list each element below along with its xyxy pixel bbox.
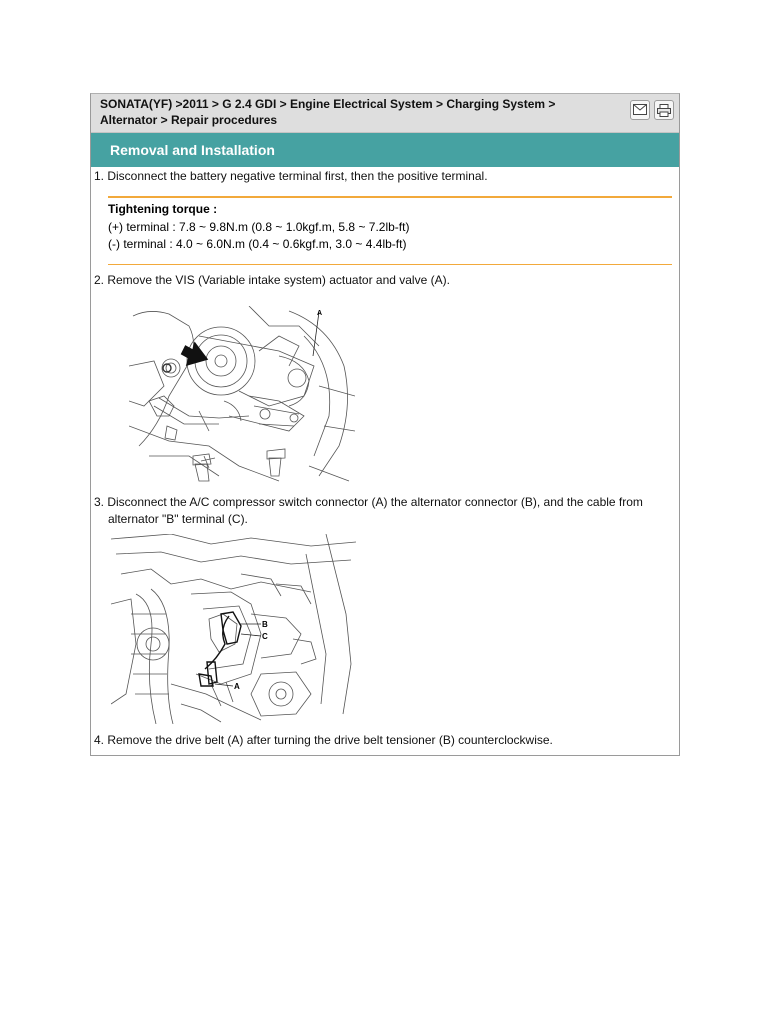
fig2-label-c: C bbox=[262, 632, 268, 641]
breadcrumb: SONATA(YF) >2011 > G 2.4 GDI > Engine Electrical System > Charging System > Alternator > Repair procedures bbox=[100, 97, 556, 127]
fig1-label-a: A bbox=[317, 310, 323, 317]
email-button[interactable] bbox=[630, 100, 650, 120]
torque-positive: (+) terminal : 7.8 ~ 9.8N.m (0.8 ~ 1.0kgf.m, 5.8 ~ 7.2lb-ft) bbox=[108, 220, 410, 234]
mail-icon bbox=[633, 104, 647, 116]
step-1: 1. Disconnect the battery negative terminal first, then the positive terminal. bbox=[94, 169, 488, 183]
step-4: 4. Remove the drive belt (A) after turning the drive belt tensioner (B) counterclockwise. bbox=[94, 733, 553, 747]
print-icon bbox=[657, 104, 671, 117]
vis-actuator-figure bbox=[129, 306, 355, 486]
section-title-bar bbox=[91, 133, 679, 167]
torque-note bbox=[108, 196, 672, 265]
print-button[interactable] bbox=[654, 100, 674, 120]
step-3-line-2: alternator "B" terminal (C). bbox=[108, 512, 248, 526]
fig2-label-a: A bbox=[234, 682, 240, 691]
alternator-connector-figure bbox=[111, 534, 356, 724]
step-2: 2. Remove the VIS (Variable intake system) actuator and valve (A). bbox=[94, 273, 450, 287]
torque-title: Tightening torque : bbox=[108, 202, 218, 216]
torque-negative: (-) terminal : 4.0 ~ 6.0N.m (0.4 ~ 0.6kgf.m, 3.0 ~ 4.4lb-ft) bbox=[108, 237, 407, 251]
breadcrumb-bar bbox=[91, 94, 679, 133]
section-title: Removal and Installation bbox=[110, 142, 275, 158]
document-sheet bbox=[90, 93, 680, 756]
step-3-line-1: 3. Disconnect the A/C compressor switch connector (A) the alternator connector (B), and the cable from bbox=[94, 495, 643, 509]
fig2-label-b: B bbox=[262, 620, 268, 629]
